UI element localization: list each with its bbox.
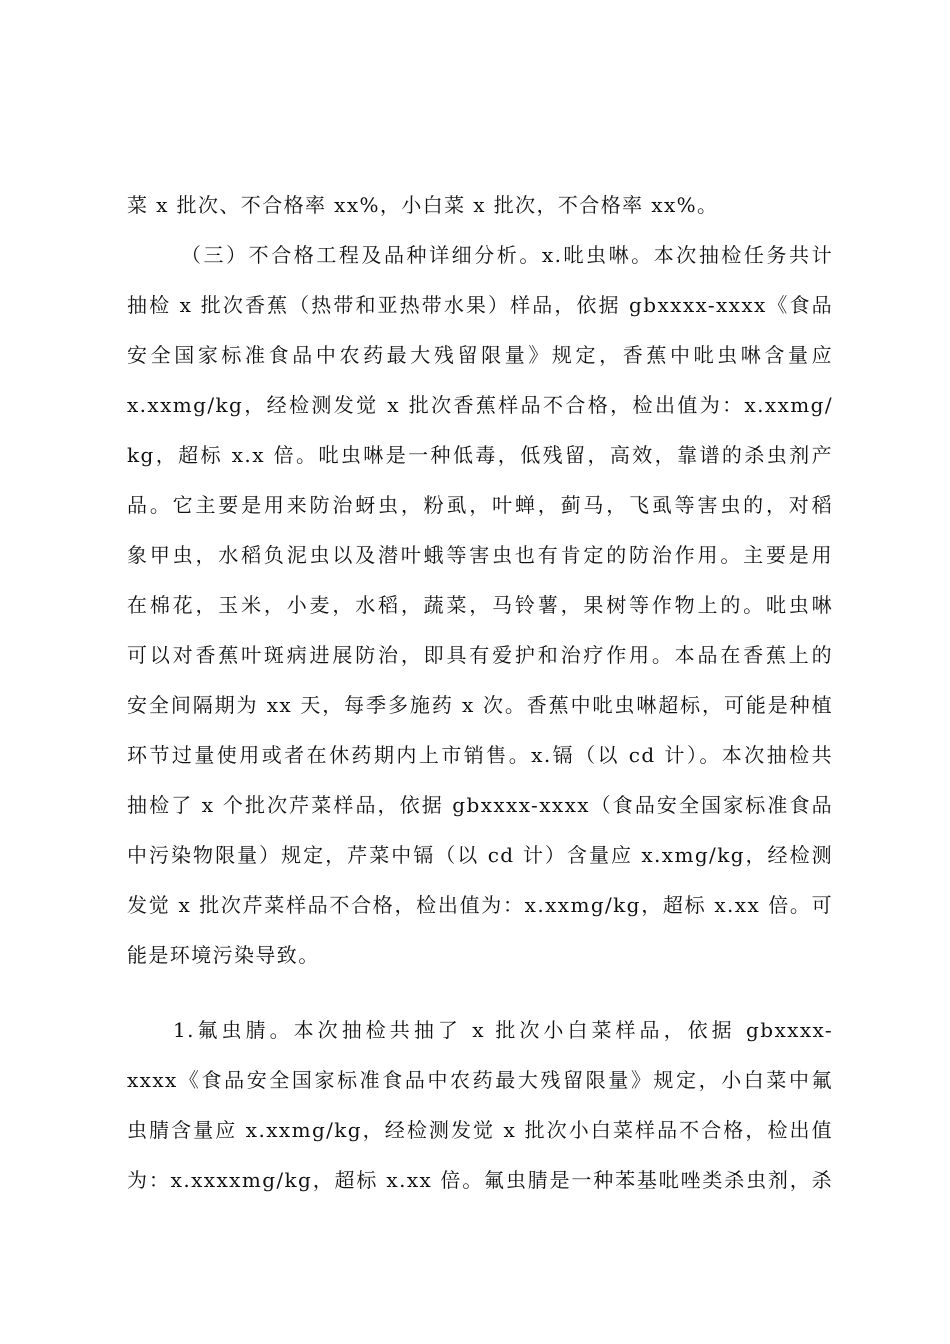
paragraph-3-line-3: 虫腈含量应 x.xxmg/kg，经检测发觉 x 批次小白菜样品不合格，检出值: [127, 1118, 833, 1142]
paragraph-2-line-4: x.xxmg/kg，经检测发觉 x 批次香蕉样品不合格，检出值为：x.xxmg/: [127, 393, 833, 417]
paragraph-1: [127, 180, 833, 230]
paragraph-2-line-12: 抽检了 x 个批次芹菜样品，依据 gbxxxx-xxxx（食品安全国家标准食品: [127, 793, 833, 817]
paragraph-2-line-7: 象甲虫，水稻负泥虫以及潜叶蛾等害虫也有肯定的防治作用。主要是用: [127, 543, 833, 567]
paragraph-2-line-2: 抽检 x 批次香蕉（热带和亚热带水果）样品，依据 gbxxxx-xxxx《食品: [127, 293, 833, 317]
paragraph-1-line-1: 菜 x 批次、不合格率 xx%，小白菜 x 批次，不合格率 xx%。: [127, 193, 719, 217]
paragraph-3-line-4: 为：x.xxxxmg/kg，超标 x.xx 倍。氟虫腈是一种苯基吡唑类杀虫剂，杀: [127, 1168, 833, 1192]
paragraph-3-line-2: xxxx《食品安全国家标准食品中农药最大残留限量》规定，小白菜中氟: [127, 1068, 833, 1092]
paragraph-2-line-13: 中污染物限量）规定，芹菜中镉（以 cd 计）含量应 x.xmg/kg，经检测: [127, 843, 833, 867]
paragraph-2-line-14: 发觉 x 批次芹菜样品不合格，检出值为：x.xxmg/kg，超标 x.xx 倍。可: [127, 893, 833, 917]
paragraph-2-line-11: 环节过量使用或者在休药期内上市销售。x.镉（以 cd 计）。本次抽检共: [127, 743, 833, 767]
paragraph-3-line-1: 1.氟虫腈。本次抽检共抽了 x 批次小白菜样品，依据 gbxxxx-: [173, 1018, 833, 1042]
paragraph-2-line-9: 可以对香蕉叶斑病进展防治，即具有爱护和治疗作用。本品在香蕉上的: [127, 643, 833, 667]
paragraph-2-line-6: 品。它主要是用来防治蚜虫，粉虱，叶蝉，蓟马，飞虱等害虫的，对稻: [127, 493, 833, 517]
paragraph-2-line-1: （三）不合格工程及品种详细分析。x.吡虫啉。本次抽检任务共计: [181, 243, 833, 267]
paragraph-2-line-15: 能是环境污染导致。: [127, 943, 320, 967]
paragraph-2-line-8: 在棉花，玉米，小麦，水稻，蔬菜，马铃薯，果树等作物上的。吡虫啉: [127, 593, 833, 617]
paragraph-2-line-3: 安全国家标准食品中农药最大残留限量》规定，香蕉中吡虫啉含量应: [127, 343, 833, 367]
paragraph-2-line-5: kg，超标 x.x 倍。吡虫啉是一种低毒，低残留，高效，靠谱的杀虫剂产: [127, 443, 833, 467]
paragraph-3: [127, 1005, 833, 1205]
paragraph-2-line-10: 安全间隔期为 xx 天，每季多施药 x 次。香蕉中吡虫啉超标，可能是种植: [127, 693, 833, 717]
paragraph-2: [127, 230, 833, 980]
